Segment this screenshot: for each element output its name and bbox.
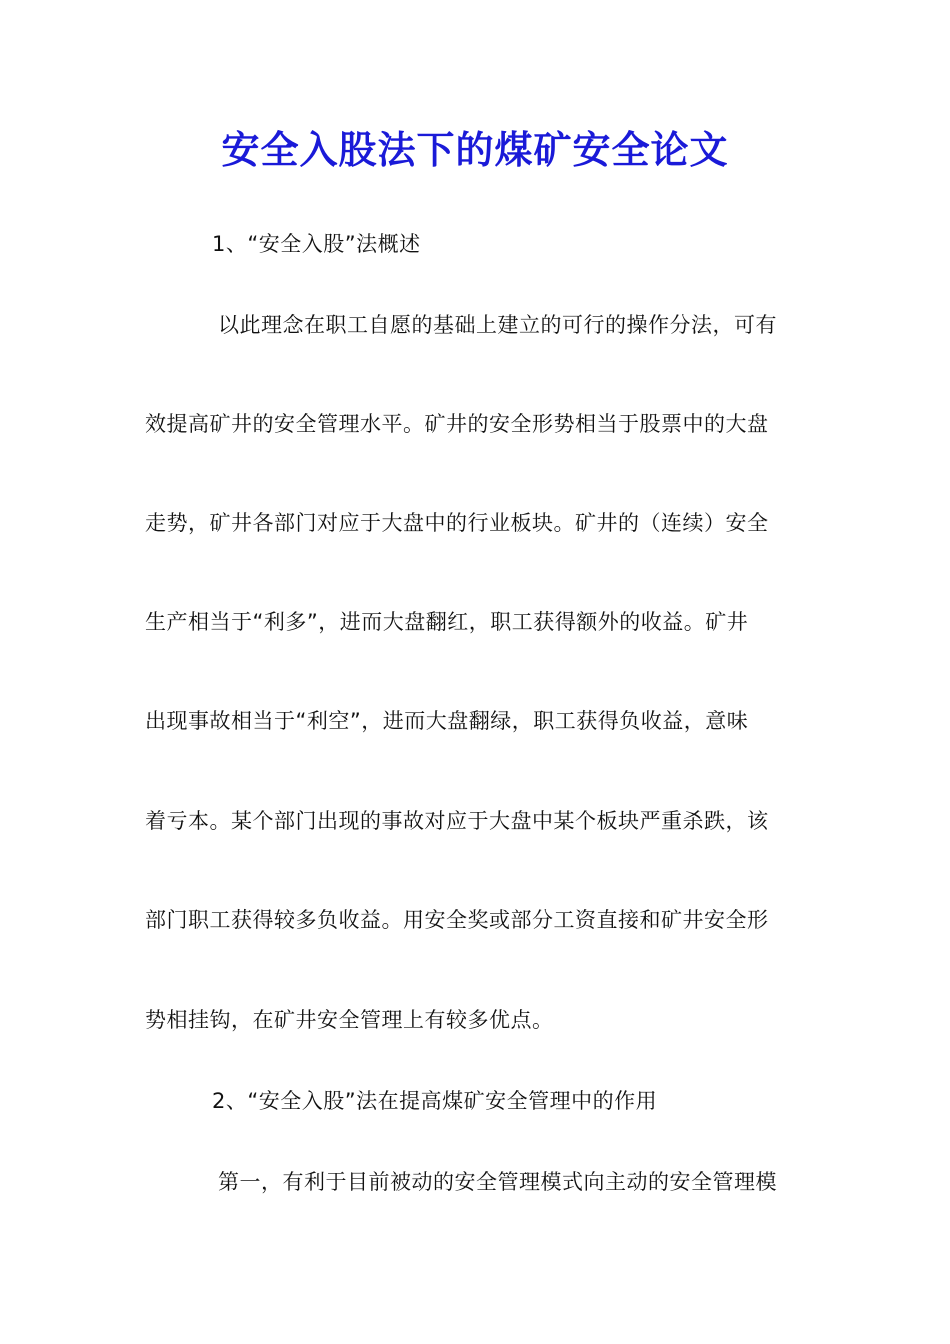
section-heading-1: 1、“安全入股”法概述 [212,232,421,256]
paragraph-line: 生产相当于“利多”，进而大盘翻红，职工获得额外的收益。矿井 [145,610,749,634]
paragraph-line: 效提高矿井的安全管理水平。矿井的安全形势相当于股票中的大盘 [145,412,769,436]
section-heading-2: 2、“安全入股”法在提高煤矿安全管理中的作用 [212,1089,658,1113]
paragraph-line: 走势，矿井各部门对应于大盘中的行业板块。矿井的（连续）安全 [145,511,769,535]
paragraph-line: 第一，有利于目前被动的安全管理模式向主动的安全管理模 [218,1170,777,1194]
paragraph-line: 以此理念在职工自愿的基础上建立的可行的操作分法，可有 [218,313,777,337]
paragraph-line: 出现事故相当于“利空”，进而大盘翻绿，职工获得负收益，意味 [145,709,749,733]
paragraph-line: 部门职工获得较多负收益。用安全奖或部分工资直接和矿井安全形 [145,908,769,932]
document-title: 安全入股法下的煤矿安全论文 [221,127,729,172]
paragraph-line: 着亏本。某个部门出现的事故对应于大盘中某个板块严重杀跌，该 [145,809,769,833]
paragraph-line: 势相挂钩，在矿井安全管理上有较多优点。 [145,1008,554,1032]
